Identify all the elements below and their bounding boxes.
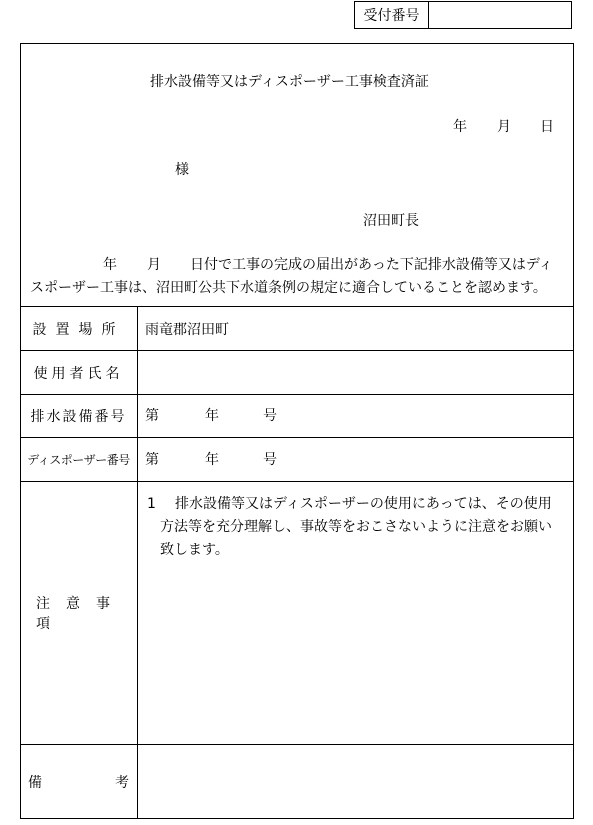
drain-number-prefix: 第 xyxy=(145,408,159,424)
receipt-number-box xyxy=(354,1,572,29)
notes-item-number: 1 xyxy=(147,496,156,512)
remarks-label-char1: 備 xyxy=(28,774,42,791)
issuer-name: 沼田町長 xyxy=(363,213,419,229)
recipient-suffix: 様 xyxy=(175,162,189,178)
remarks-label-char2: 考 xyxy=(115,774,129,791)
column-divider xyxy=(137,306,138,818)
remarks-label xyxy=(20,745,137,818)
notes-item-line2: 方法等を充分理解し、事故等をおこさないように注意をお願い xyxy=(160,519,552,535)
body-year-label: 年 xyxy=(103,257,117,273)
body-line2-text: スポーザー工事は、沼田町公共下水道条例の規定に適合していることを認めます。 xyxy=(30,280,547,296)
body-month-label: 月 xyxy=(147,257,161,273)
location-label: 設置場所 xyxy=(32,321,125,338)
remarks-value[interactable] xyxy=(145,745,565,818)
date-day-label: 日 xyxy=(540,119,554,135)
receipt-number-value[interactable] xyxy=(430,2,571,28)
body-line1-text: 日付で工事の完成の届出があった下記排水設備等又はディ xyxy=(190,257,553,273)
notes-item-line3: 致します。 xyxy=(160,542,229,558)
drain-number-label: 排水設備番号 xyxy=(30,409,127,425)
drain-number-year: 年 xyxy=(205,408,219,424)
drain-number-suffix: 号 xyxy=(263,408,277,424)
location-value[interactable]: 雨竜郡沼田町 xyxy=(145,321,229,338)
date-year-label: 年 xyxy=(453,119,467,135)
notes-label: 注意事項 xyxy=(36,596,126,632)
receipt-number-label: 受付番号 xyxy=(355,2,429,28)
date-month-label: 月 xyxy=(497,119,511,135)
notes-item-line1: 排水設備等又はディスポーザーの使用にあっては、その使用 xyxy=(175,496,552,512)
user-name-value[interactable] xyxy=(145,351,565,394)
user-name-label: 使用者氏名 xyxy=(33,365,124,382)
disposer-number-suffix: 号 xyxy=(263,452,277,468)
certificate-title: 排水設備等又はディスポーザー工事検査済証 xyxy=(150,74,429,90)
disposer-number-year: 年 xyxy=(205,452,219,468)
disposer-number-label: ディスポーザー番号 xyxy=(27,453,130,467)
disposer-number-prefix: 第 xyxy=(145,452,159,468)
